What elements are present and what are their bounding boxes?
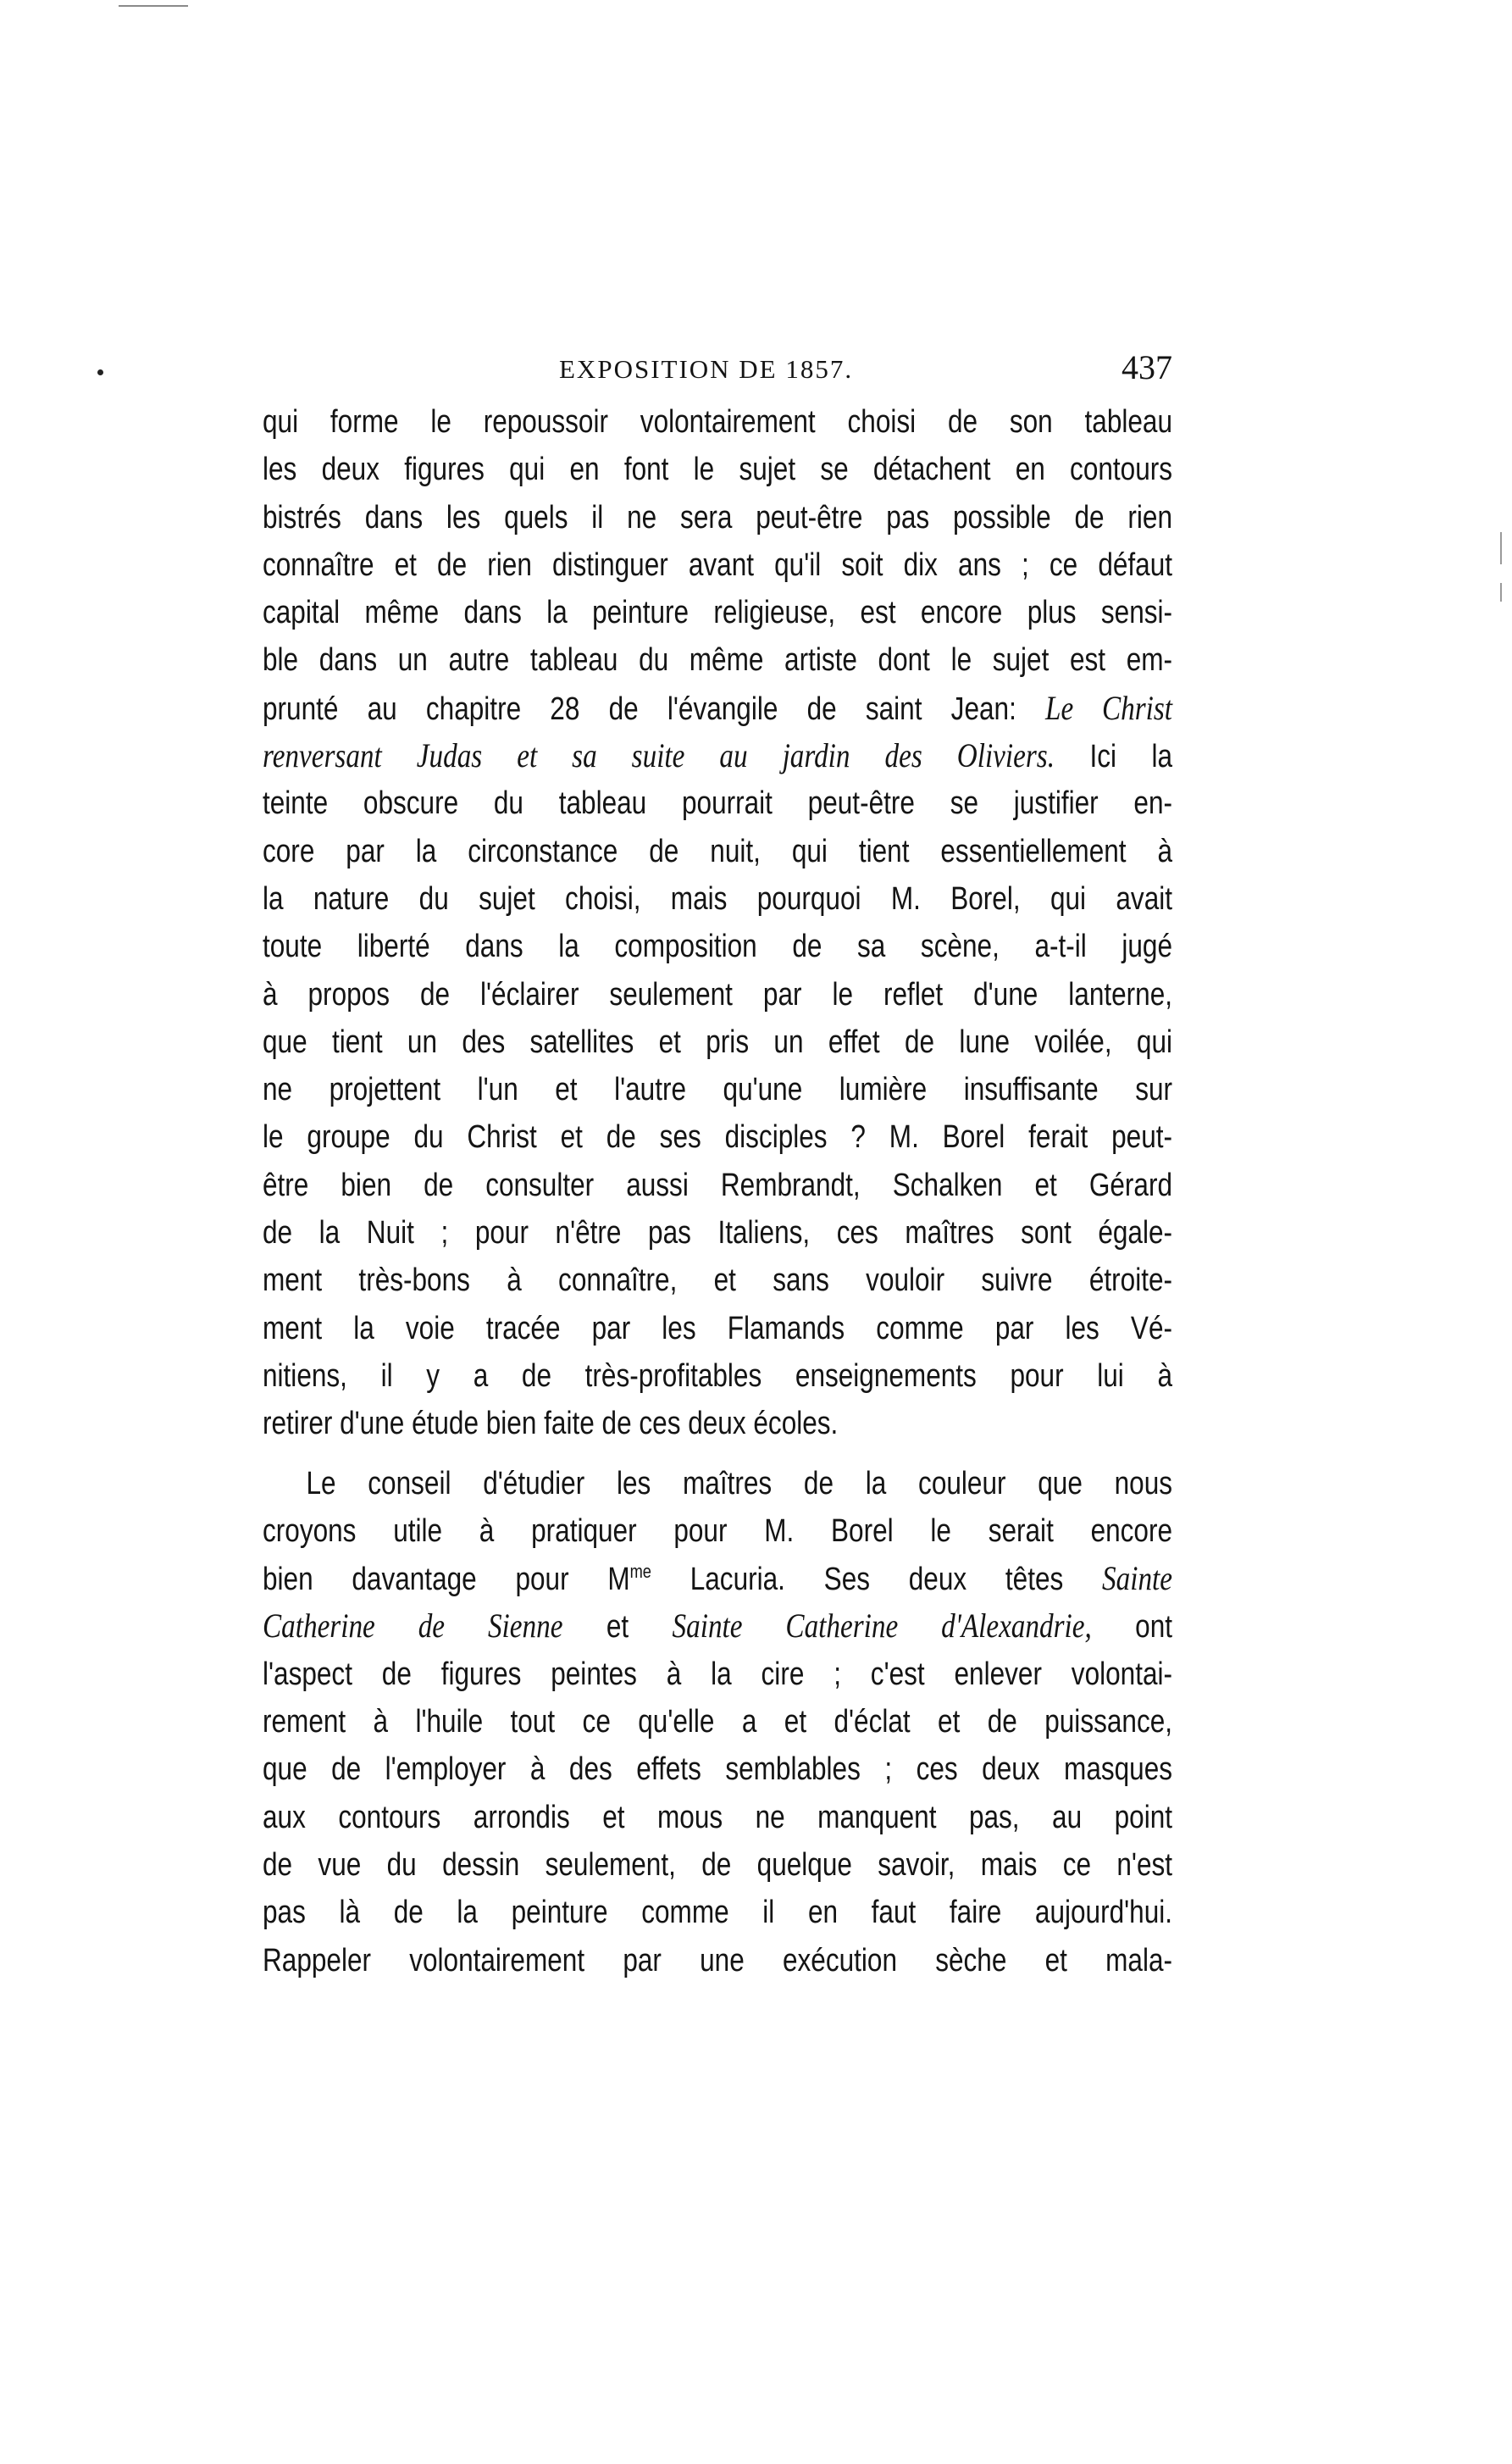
margin-speck [97,369,103,375]
text-line: ne projettent l'un et l'autre qu'une lumière insuffisante sur [263,1072,1173,1108]
text-line: ble dans un autre tableau du même artiste dont le sujet est em- [263,642,1173,679]
text-line: Rappeler volontairement par une exécution sèche et mala- [263,1942,1173,1978]
text-run: Ici la [1055,739,1173,775]
text-line: à propos de l'éclairer seulement par le reflet d'une lanterne, [263,976,1173,1013]
text-line: de vue du dessin seulement, de quelque savoir, mais ce n'est [263,1846,1173,1883]
text-line: que de l'employer à des effets semblables ; ces deux masques [263,1751,1173,1788]
artwork-title: Catherine de Sienne [263,1607,563,1645]
page-header [263,347,1172,395]
text-line: le groupe du Christ et de ses disciples ? M. Borel ferait peut- [263,1119,1173,1156]
text-line: aux contours arrondis et mous ne manquent pas, au point [263,1799,1173,1835]
text-line: croyons utile à pratiquer pour M. Borel le serait encore [263,1512,1173,1549]
text-run: et [562,1609,673,1645]
artwork-title: Sainte [1102,1559,1173,1598]
text-line: connaître et de rien distinguer avant qu'il soit dix ans ; ce défaut [263,547,1173,583]
text-line [263,732,1172,780]
body-text [263,398,1173,1984]
text-line: la nature du sujet choisi, mais pourquoi M. Borel, qui avait [263,880,1173,917]
artwork-title: renversant Judas et sa suite au jardin des Oliviers. [263,736,1055,775]
text-line: toute liberté dans la composition de sa scène, a-t-il jugé [263,929,1173,965]
text-line: core par la circonstance de nuit, qui tient essentiellement à [263,833,1173,869]
artwork-title: Sainte Catherine d'Alexandrie, [672,1607,1092,1645]
margin-mark [1500,532,1502,564]
text-line [263,685,1172,732]
page-number: 437 [1122,348,1172,386]
title-abbreviation-superscript: me [629,1561,651,1583]
text-line [263,1555,1172,1602]
margin-mark [1500,583,1502,602]
text-line: bistrés dans les quels il ne sera peut-être pas possible de rien [263,499,1173,536]
text-run: prunté au chapitre 28 de l'évangile de saint Jean: [263,691,1046,727]
text-line: ment très-bons à connaître, et sans vouloir suivre étroite- [263,1263,1173,1299]
text-run: bien davantage pour M [263,1562,630,1598]
text-line: de la Nuit ; pour n'être pas Italiens, ces maîtres sont égale- [263,1215,1173,1251]
text-line: que tient un des satellites et pris un effet de lune voilée, qui [263,1024,1173,1060]
text-line: qui forme le repoussoir volontairement choisi de son tableau [263,404,1173,440]
text-line: nitiens, il y a de très-profitables enseignements pour lui à [263,1357,1173,1394]
text-run: ont [1091,1609,1173,1645]
text-line: les deux figures qui en font le sujet se détachent en contours [263,452,1173,488]
text-line [263,1602,1172,1650]
text-line: teinte obscure du tableau pourrait peut-être se justifier en- [263,785,1173,822]
paragraph-2 [263,1460,1173,1984]
text-line: pas là de la peinture comme il en faut faire aujourd'hui. [263,1895,1173,1931]
top-edge-rule [119,5,188,7]
text-run: Lacuria. Ses deux têtes [651,1562,1103,1598]
artwork-title: Le Christ [1045,688,1173,727]
text-line: l'aspect de figures peintes à la cire ; c'est enlever volontai- [263,1656,1173,1692]
text-line: capital même dans la peinture religieuse, est encore plus sensi- [263,595,1173,631]
paragraph-1 [263,398,1173,1448]
text-line: être bien de consulter aussi Rembrandt, Schalken et Gérard [263,1167,1173,1203]
text-line: Le conseil d'étudier les maîtres de la couleur que nous [306,1465,1173,1501]
text-line: ment la voie tracée par les Flamands comme par les Vé- [263,1310,1173,1346]
text-line: retirer d'une étude bien faite de ces deux écoles. [263,1406,839,1442]
running-title: EXPOSITION DE 1857. [559,354,854,384]
text-line: rement à l'huile tout ce qu'elle a et d'éclat et de puissance, [263,1704,1173,1740]
